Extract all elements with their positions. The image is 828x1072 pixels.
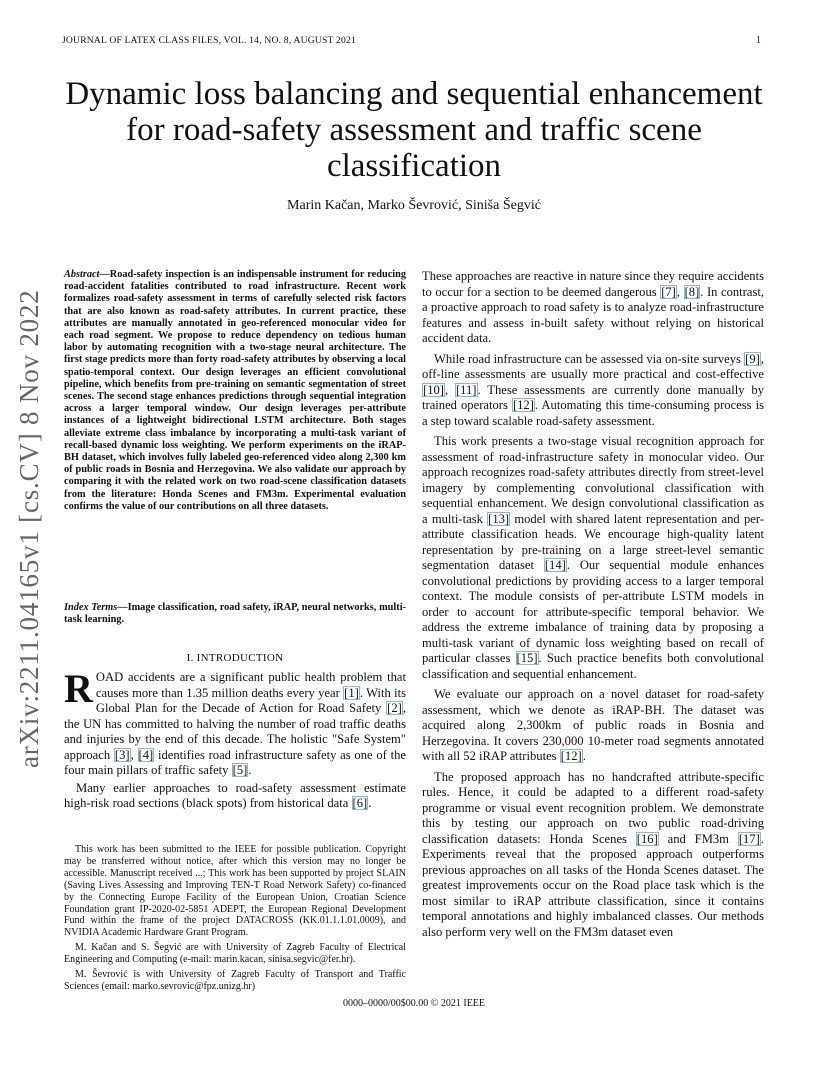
citation-link[interactable]: [7]: [661, 284, 676, 299]
running-header: JOURNAL OF LATEX CLASS FILES, VOL. 14, NO. 8, AUGUST 2021: [62, 35, 356, 46]
body-paragraph: This work presents a two-stage visual recognition approach for assessment of road-infrastructure safety in monocular video. Our approach recognizes road-safety attributes directly from street-level imagery by complementing convolutional classification with sequential enhancement. We design convolutional classification as a multi-task [13] model with shared latent representation and per-attribute classification heads. We encourage high-quality latent representation by pre-training on a large street-level semantic segmentation dataset [14]. Our sequential module enhances convolutional predictions by providing access to a larger temporal context. The module consists of per-attribute LSTM models in order to account for attribute-specific temporal behavior. We address the extreme imbalance of training data by proposing a multi-task variant of dynamic loss weighting based on recall of particular classes [15]. Such practice benefits both convolutional classification and sequential enhancement.: [422, 434, 765, 681]
citation-link[interactable]: [12]: [560, 749, 582, 763]
abstract-label: Abstract: [64, 269, 100, 280]
footnote-submission: This work has been submitted to the IEEE for possible publication. Copyright may be transferred without notice, after which this version may no longer be accessible. Manuscript received ...; This work has been supported by project SLAIN (Saving Lives Assessing and Improving TEN-T Road Network Safety) co-financed by the Connecting Europe Facility of the European Union, Croatian Science Foundation grant IP-2020-02-5851 ADEPT, the European Regional Development Fund within the frame of the project DATACROSS (KK.01.1.1.01.0009), and NVIDIA Academic Hardware Grant Program.: [64, 844, 406, 939]
footnote-affiliation: M. Kačan and S. Šegvić are with University of Zagreb Faculty of Electrical Engineering and Computing (e-mail: marin.kacan, sinisa.segvic@fer.hr).: [64, 942, 406, 966]
citation-link[interactable]: [1]: [344, 685, 359, 700]
body-paragraph: While road infrastructure can be assessed via on-site surveys [9], off-line assessments are usually more practical and cost-effective [10], [11]. These assessments are currently done manually by trained operators [12]. Automating this time-consuming process is a step toward scalable road-safety assessment.: [422, 351, 765, 428]
body-paragraph: These approaches are reactive in nature since they require accidents to occur for a section to be deemed dangerous [7], [8]. In contrast, a proactive approach to road safety is to analyze road-infrastructure features and assess in-built safety without relying on historical accident data.: [422, 269, 765, 345]
citation-link[interactable]: [5]: [232, 763, 248, 777]
citation-link[interactable]: [14]: [544, 558, 566, 572]
drop-cap: R: [64, 666, 93, 711]
citation-link[interactable]: [6]: [352, 796, 368, 810]
intro-paragraph: ROAD accidents are a significant public health problem that causes more than 1.35 million deaths every year [1]. With its Global Plan for the Decade of Action for Road Safety [2], the UN has committed to halving the number of road traffic deaths and injuries by the end of this decade. The holistic "Safe System" approach [3], [4] identifies road infrastructure safety as one of the four main pillars of traffic safety [5].: [64, 666, 407, 777]
citation-link[interactable]: [2]: [387, 701, 402, 715]
abstract-text: —Road-safety inspection is an indispensable instrument for reducing road-accident fatalities contributed to road infrastructure. Recent work formalizes road-safety assessment in terms of carefully selected risk factors that are also known as road-safety attributes. In current practice, these attributes are manually annotated in geo-referenced monocular video for each road segment. We propose to reduce dependency on tedious human labor by automating recognition with a two-stage neural architecture. The first stage predicts more than forty road-safety attributes by observing a local spatio-temporal context. Our design leverages an efficient convolutional pipeline, which benefits from pre-training on semantic segmentation of street scenes. The second stage enhances predictions through sequential integration across a larger temporal window. Our design leverages per-attribute instances of a lightweight bidirectional LSTM architecture. Both stages alleviate extreme class imbalance by incorporating a multi-task variant of recall-based dynamic loss weighting. We perform experiments on the iRAP-BH dataset, which involves fully labeled geo-referenced video along 2,300 km of public roads in Bosnia and Herzegovina. We also validate our approach by comparing it with the related work on two road-scene classification datasets from the literature: Honda Scenes and FM3m. Experimental evaluation confirms the value of our contributions on all three datasets.: [64, 269, 406, 512]
paper-title: Dynamic loss balancing and sequential enhancement for road-safety assessment and traffic scene classification: [65, 76, 763, 184]
author-list: Marin Kačan, Marko Ševrović, Siniša Šegvić: [287, 198, 541, 213]
citation-link[interactable]: [15]: [516, 651, 538, 665]
citation-link[interactable]: [4]: [138, 747, 154, 762]
index-terms-label: Index Terms: [64, 602, 118, 613]
intro-right-column: [422, 269, 764, 945]
index-terms-text: —Image classification, road safety, iRAP, neural networks, multi-task learning.: [64, 602, 406, 626]
citation-link[interactable]: [11]: [455, 382, 477, 397]
intro-paragraph: Many earlier approaches to road-safety assessment estimate high-risk road sections (black spots) from historical data [6].: [64, 780, 406, 810]
citation-link[interactable]: [12]: [512, 398, 534, 412]
intro-left-column: [64, 666, 407, 817]
copyright-footer: 0000–0000/00$00.00 © 2021 IEEE: [342, 998, 486, 1009]
citation-link[interactable]: [3]: [114, 747, 130, 762]
citation-link[interactable]: [10]: [423, 382, 444, 397]
page-number: 1: [756, 35, 761, 46]
index-terms: [64, 602, 406, 626]
footnote-affiliation: M. Ševrović is with University of Zagreb Faculty of Transport and Traffic Sciences (email: marko.sevrovic@fpz.unizg.hr): [64, 969, 406, 992]
body-paragraph: We evaluate our approach on a novel dataset for road-safety assessment, which we denote as iRAP-BH. The dataset was acquired along 2,300km of public roads in Bosnia and Herzegovina. It covers 230,000 10-meter road segments annotated with all 52 iRAP attributes [12].: [422, 687, 764, 763]
citation-link[interactable]: [16]: [636, 831, 658, 846]
abstract: [64, 269, 406, 513]
citation-link[interactable]: [8]: [684, 284, 700, 299]
citation-link[interactable]: [9]: [745, 351, 760, 366]
section-heading-introduction: I. INTRODUCTION: [186, 652, 284, 664]
arxiv-identifier: arXiv:2211.04165v1 [cs.CV] 8 Nov 2022: [14, 289, 44, 768]
citation-link[interactable]: [17]: [738, 831, 760, 846]
body-paragraph: The proposed approach has no handcrafted attribute-specific rules. Hence, it could be adapted to a different road-safety programme or visual event recognition problem. We demonstrate this by testing our approach on two public road-driving classification datasets: Honda Scenes [16] and FM3m [17]. Experiments reveal that the proposed approach outperforms previous approaches on all tasks of the Honda Scenes dataset. The greatest improvements occur on the Road place task which is the most similar to iRAP attribute classification, since it contains temporal annotations and highly imbalanced classes. Our methods also perform very well on the FM3m dataset even: [422, 769, 764, 939]
footnotes: [64, 844, 406, 996]
citation-link[interactable]: [13]: [488, 511, 510, 526]
